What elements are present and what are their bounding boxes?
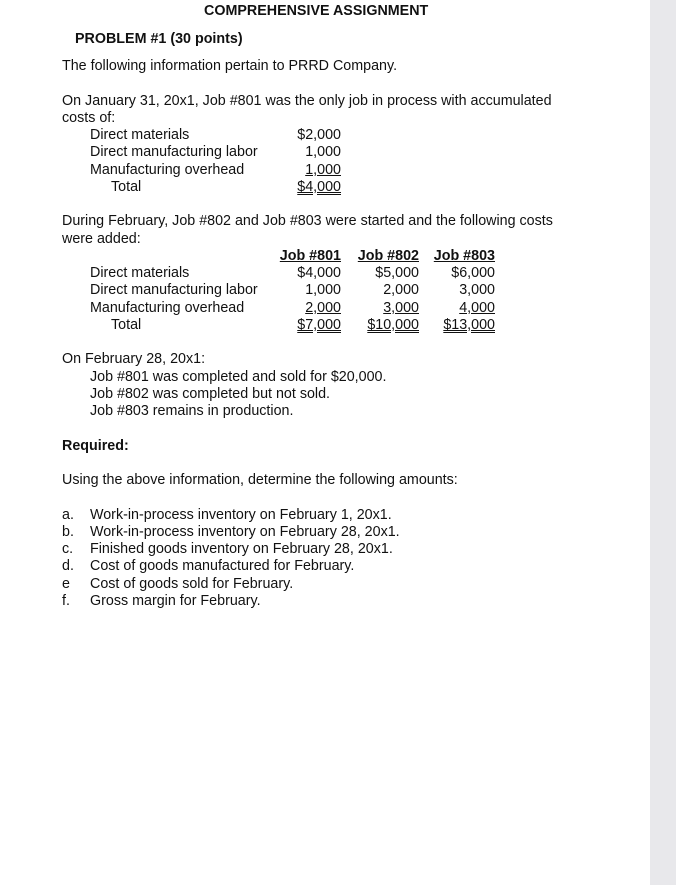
list-marker: c. <box>62 541 74 557</box>
feb28-line: Job #801 was completed and sold for $20,000. <box>90 369 387 385</box>
required-instruction: Using the above information, determine the following amounts: <box>62 472 458 488</box>
february-row-label: Direct manufacturing labor <box>90 282 258 298</box>
february-row-label: Direct materials <box>90 265 190 281</box>
january-row-value: 1,000 <box>305 144 341 160</box>
list-item: Work-in-process inventory on February 1, 20x1. <box>90 507 392 523</box>
list-marker: e <box>62 576 70 592</box>
column-header-job-801: Job #801 <box>279 248 341 264</box>
column-header-job-803: Job #803 <box>433 248 495 264</box>
february-cell: 3,000 <box>383 300 419 316</box>
february-paragraph-line1: During February, Job #802 and Job #803 were started and the following costs <box>62 213 553 229</box>
january-paragraph-line1: On January 31, 20x1, Job #801 was the only job in process with accumulated <box>62 93 552 109</box>
february-total-label: Total <box>111 317 142 333</box>
february-cell: $6,000 <box>451 265 495 281</box>
list-item: Work-in-process inventory on February 28, 20x1. <box>90 524 400 540</box>
list-marker: d. <box>62 558 74 574</box>
february-row-label: Manufacturing overhead <box>90 300 245 316</box>
feb28-line: Job #802 was completed but not sold. <box>90 386 331 402</box>
january-row-label: Direct materials <box>90 127 190 143</box>
february-cell: $5,000 <box>375 265 419 281</box>
january-total-value: $4,000 <box>297 179 341 195</box>
feb28-heading: On February 28, 20x1: <box>62 351 206 367</box>
list-item: Gross margin for February. <box>90 593 261 609</box>
intro-text: The following information pertain to PRRD Company. <box>62 58 398 74</box>
list-marker: a. <box>62 507 74 523</box>
february-cell: 1,000 <box>305 282 341 298</box>
feb28-line: Job #803 remains in production. <box>90 403 294 419</box>
january-total-label: Total <box>111 179 142 195</box>
required-label: Required: <box>62 438 129 454</box>
january-row-value: 1,000 <box>305 162 341 178</box>
february-total-cell: $7,000 <box>297 317 341 333</box>
february-total-cell: $13,000 <box>443 317 495 333</box>
january-paragraph-line2: costs of: <box>62 110 116 126</box>
list-item: Cost of goods sold for February. <box>90 576 294 592</box>
january-row-label: Manufacturing overhead <box>90 162 245 178</box>
february-cell: 2,000 <box>305 300 341 316</box>
january-row-label: Direct manufacturing labor <box>90 144 258 160</box>
list-marker: f. <box>62 593 70 609</box>
january-row-value: $2,000 <box>297 127 341 143</box>
february-paragraph-line2: were added: <box>62 231 141 247</box>
problem-heading: PROBLEM #1 (30 points) <box>75 31 243 47</box>
february-cell: 4,000 <box>459 300 495 316</box>
column-header-job-802: Job #802 <box>357 248 419 264</box>
document-title: COMPREHENSIVE ASSIGNMENT <box>204 3 429 19</box>
february-cell: 3,000 <box>459 282 495 298</box>
scrollbar-track[interactable] <box>650 0 676 885</box>
february-cell: $4,000 <box>297 265 341 281</box>
february-cell: 2,000 <box>383 282 419 298</box>
list-item: Cost of goods manufactured for February. <box>90 558 355 574</box>
list-item: Finished goods inventory on February 28, 20x1. <box>90 541 393 557</box>
list-marker: b. <box>62 524 74 540</box>
february-total-cell: $10,000 <box>367 317 419 333</box>
